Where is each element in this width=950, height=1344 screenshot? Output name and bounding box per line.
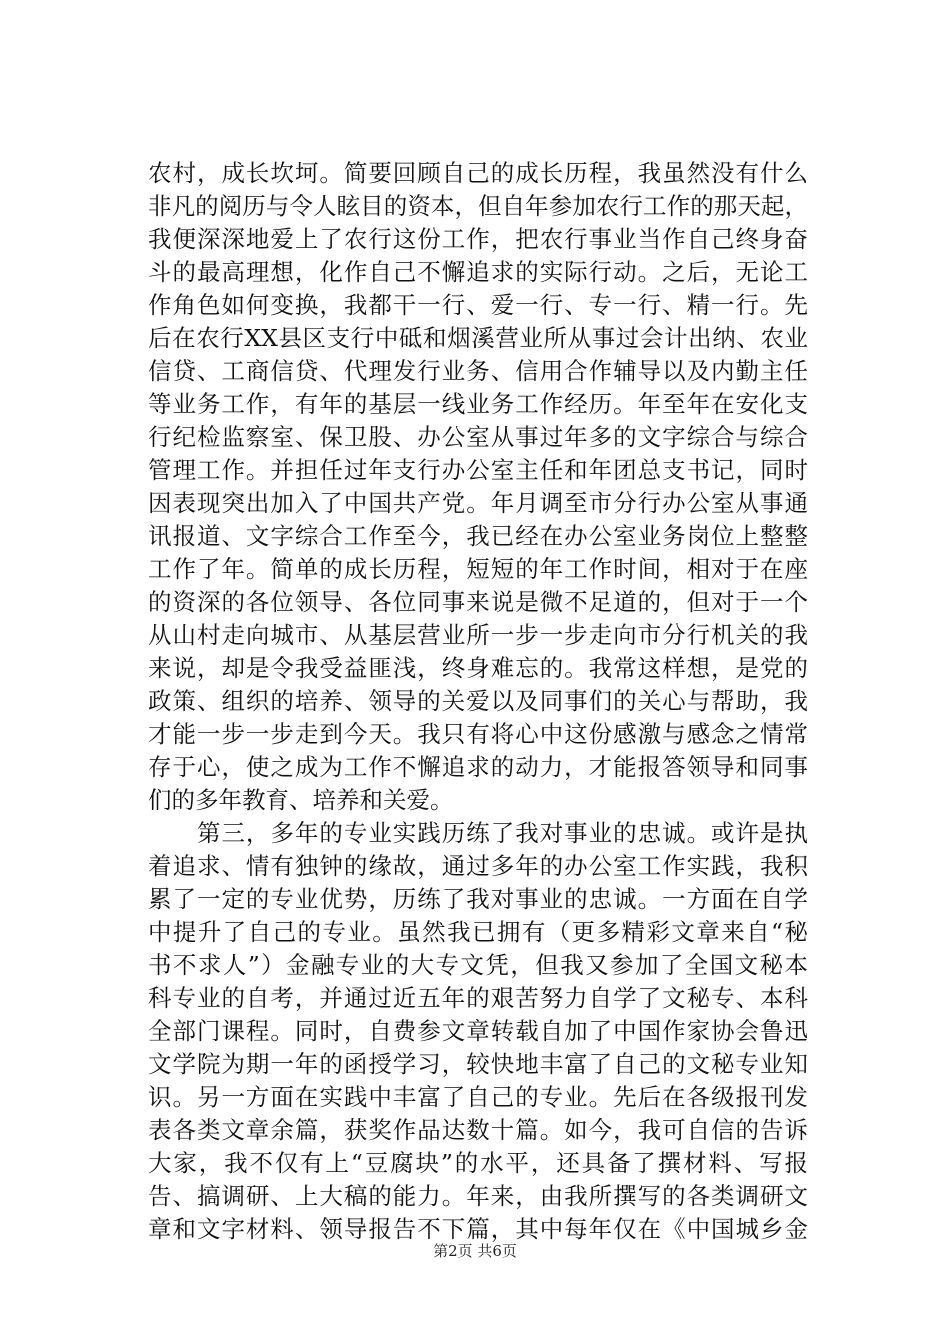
text-line: 累了一定的专业优势，历练了我对事业的忠诚。一方面在自学 [148, 885, 808, 913]
text-line: 识。另一方面在实践中丰富了自己的专业。先后在各级报刊发 [148, 1083, 808, 1111]
page-footer: 第2页 共6页 [433, 1242, 517, 1260]
text-line: 信贷、工商信贷、代理发行业务、信用合作辅导以及内勤主任 [148, 357, 808, 385]
text-line: 才能一步一步走到今天。我只有将心中这份感激与感念之情常 [148, 720, 808, 748]
text-line: 政策、组织的培养、领导的关爱以及同事们的关心与帮助，我 [148, 687, 808, 715]
text-line: 着追求、情有独钟的缘故，通过多年的办公室工作实践，我积 [148, 852, 808, 880]
text-line: 中提升了自己的专业。虽然我已拥有（更多精彩文章来自“秘 [148, 918, 808, 946]
text-line: 文学院为期一年的函授学习，较快地丰富了自己的文秘专业知 [148, 1050, 808, 1078]
text-line: 第三，多年的专业实践历练了我对事业的忠诚。或许是执 [148, 819, 808, 847]
text-line: 大家，我不仅有上“豆腐块”的水平，还具备了撰材料、写报 [148, 1149, 808, 1177]
text-line: 因表现突出加入了中国共产党。年月调至市分行办公室从事通 [148, 489, 808, 517]
text-line: 后在农行XX县区支行中砥和烟溪营业所从事过会计出纳、农业 [148, 324, 808, 352]
text-line: 章和文字材料、领导报告不下篇，其中每年仅在《中国城乡金 [148, 1215, 808, 1243]
text-line: 斗的最高理想，化作自己不懈追求的实际行动。之后，无论工 [148, 258, 808, 286]
text-line: 作角色如何变换，我都干一行、爱一行、专一行、精一行。先 [148, 291, 808, 319]
text-line: 农村，成长坎坷。简要回顾自己的成长历程，我虽然没有什么 [148, 159, 808, 187]
text-line: 我便深深地爱上了农行这份工作，把农行事业当作自己终身奋 [148, 225, 808, 253]
text-line: 们的多年教育、培养和关爱。 [148, 786, 454, 814]
text-line: 全部门课程。同时，自费参文章转载自加了中国作家协会鲁迅 [148, 1017, 808, 1045]
text-line: 行纪检监察室、保卫股、办公室从事过年多的文字综合与综合 [148, 423, 808, 451]
body-text [148, 157, 808, 1246]
text-line: 科专业的自考，并通过近五年的艰苦努力自学了文秘专、本科 [148, 984, 808, 1012]
text-line: 讯报道、文字综合工作至今，我已经在办公室业务岗位上整整 [148, 522, 808, 550]
text-line: 来说，却是令我受益匪浅，终身难忘的。我常这样想，是党的 [148, 654, 808, 682]
text-line: 书不求人”）金融专业的大专文凭，但我又参加了全国文秘本 [148, 951, 808, 979]
text-line: 非凡的阅历与令人眩目的资本，但自年参加农行工作的那天起， [148, 192, 808, 220]
text-line: 从山村走向城市、从基层营业所一步一步走向市分行机关的我 [148, 621, 808, 649]
text-line: 告、搞调研、上大稿的能力。年来，由我所撰写的各类调研文 [148, 1182, 808, 1210]
text-line: 等业务工作，有年的基层一线业务工作经历。年至年在安化支 [148, 390, 808, 418]
text-line: 管理工作。并担任过年支行办公室主任和年团总支书记，同时 [148, 456, 808, 484]
text-line: 的资深的各位领导、各位同事来说是微不足道的，但对于一个 [148, 588, 808, 616]
text-line: 表各类文章余篇，获奖作品达数十篇。如今，我可自信的告诉 [148, 1116, 808, 1144]
text-line: 工作了年。简单的成长历程，短短的年工作时间，相对于在座 [148, 555, 808, 583]
text-line: 存于心，使之成为工作不懈追求的动力，才能报答领导和同事 [148, 753, 808, 781]
